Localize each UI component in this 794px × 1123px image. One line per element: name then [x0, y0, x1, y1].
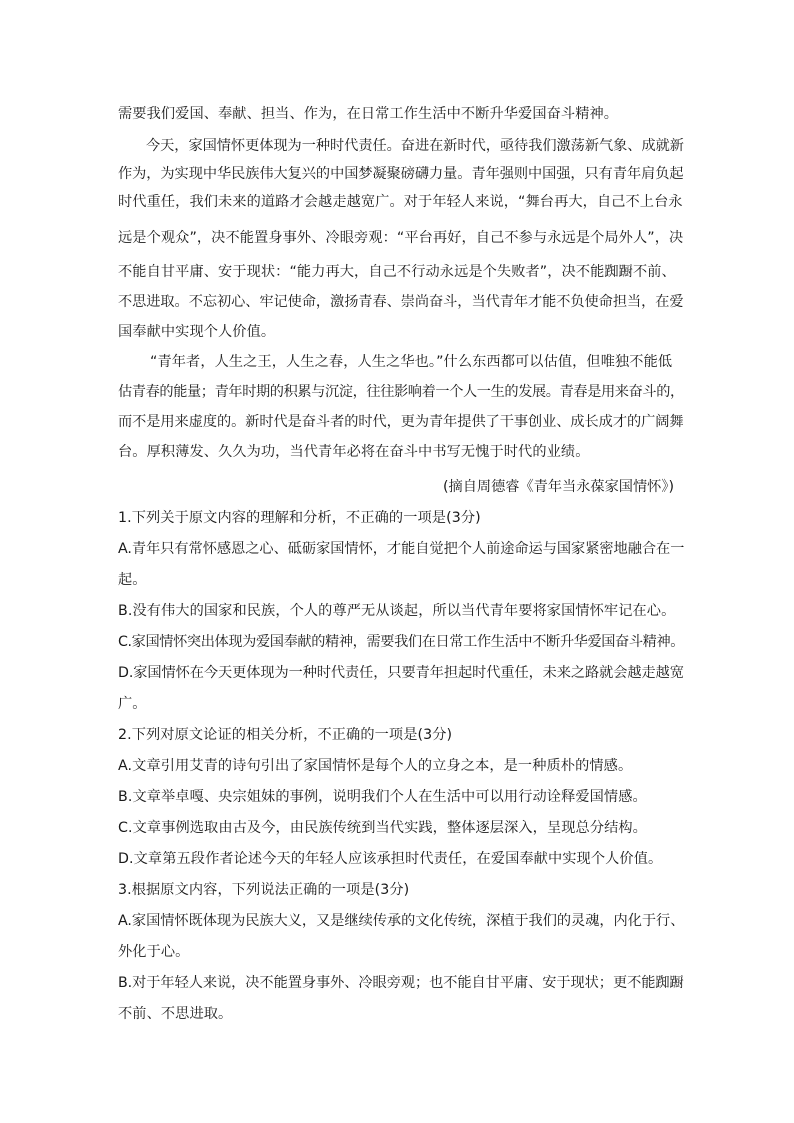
q1-option-d: D.家国情怀在今天更体现为一种时代责任，只要青年担起时代重任，未来之路就会越走越宽: [118, 665, 684, 681]
q2-option-c: C.文章事例选取由古及今，由民族传统到当代实践，整体逐层深入，呈现总分结构。: [118, 820, 647, 836]
q1-option-a: A.青年只有常怀感恩之心、砥砺家国情怀，才能自觉把个人前途命运与国家紧密地融合在一: [118, 541, 685, 557]
passage-line: 估青春的能量；青年时期的积累与沉淀，往往影响着一个人一生的发展。青春是用来奋斗的，: [118, 384, 684, 400]
q2-option-a: A.文章引用艾青的诗句引出了家国情怀是每个人的立身之本，是一种质朴的情感。: [118, 758, 633, 774]
passage-line: 作为，为实现中华民族伟大复兴的中国梦凝聚磅礴力量。青年强则中国强，只有青年肩负起: [118, 166, 684, 182]
passage-line: 台。厚积薄发、久久为功，当代青年必将在奋斗中书写无愧于时代的业绩。: [118, 444, 590, 460]
q3-option-a: 外化于心。: [118, 944, 190, 960]
source-citation: (摘自周德睿《青年当永葆家国情怀》): [443, 479, 674, 495]
passage-line: “青年者，人生之王，人生之春，人生之华也。”什么东西都可以估值，但唯独不能低: [150, 354, 673, 370]
question-2-stem: 2.下列对原文论证的相关分析，不正确的一项是(3分): [118, 727, 453, 743]
passage-line: 需要我们爱国、奉献、担当、作为，在日常工作生活中不断升华爱国奋斗精神。: [118, 106, 619, 122]
q1-option-b: B.没有伟大的国家和民族，个人的尊严无从谈起，所以当代青年要将家国情怀牢记在心。: [118, 603, 676, 619]
passage-line: 今天，家国情怀更体现为一种时代责任。奋进在新时代，亟待我们激荡新气象、成就新: [146, 138, 684, 154]
passage-line: 而不是用来虚度的。新时代是奋斗者的时代，更为青年提供了干事创业、成长成才的广阔舞: [118, 414, 684, 430]
q3-option-a: A.家国情怀既体现为民族大义，又是继续传承的文化传统，深植于我们的灵魂，内化于行、: [118, 913, 685, 929]
q2-option-d: D.文章第五段作者论述今天的年轻人应该承担时代责任，在爱国奉献中实现个人价值。: [118, 851, 663, 867]
passage-line: 不能自甘平庸、安于现状：“能力再大，自己不行动永远是个失败者”，决不能踟蹰不前、: [118, 264, 676, 280]
question-3-stem: 3.根据原文内容，下列说法正确的一项是(3分): [118, 882, 410, 898]
q2-option-b: B.文章举卓嘎、央宗姐妹的事例，说明我们个人在生活中可以用行动诠释爱国情感。: [118, 789, 647, 805]
passage-line: 远是个观众”，决不能置身事外、冷眼旁观：“平台再好，自己不参与永远是个局外人”，决: [118, 230, 684, 246]
passage-line: 国奉献中实现个人价值。: [118, 324, 276, 340]
passage-line: 时代重任，我们未来的道路才会越走越宽广。对于年轻人来说，“舞台再大，自己不上台永: [118, 194, 683, 210]
q1-option-c: C.家国情怀突出体现为爱国奉献的精神，需要我们在日常工作生活中不断升华爱国奋斗精神。: [118, 634, 685, 650]
q1-option-a: 起。: [118, 572, 147, 588]
passage-line: 不思进取。不忘初心、牢记使命，激扬青春、崇尚奋斗，当代青年才能不负使命担当，在爱: [118, 294, 684, 310]
q3-option-b: B.对于年轻人来说，决不能置身事外、冷眼旁观；也不能自甘平庸、安于现状；更不能踟蹰: [118, 975, 684, 991]
q1-option-d: 广。: [118, 696, 147, 712]
q3-option-b: 不前、不思进取。: [118, 1006, 233, 1022]
question-1-stem: 1.下列关于原文内容的理解和分析，不正确的一项是(3分): [118, 510, 481, 526]
